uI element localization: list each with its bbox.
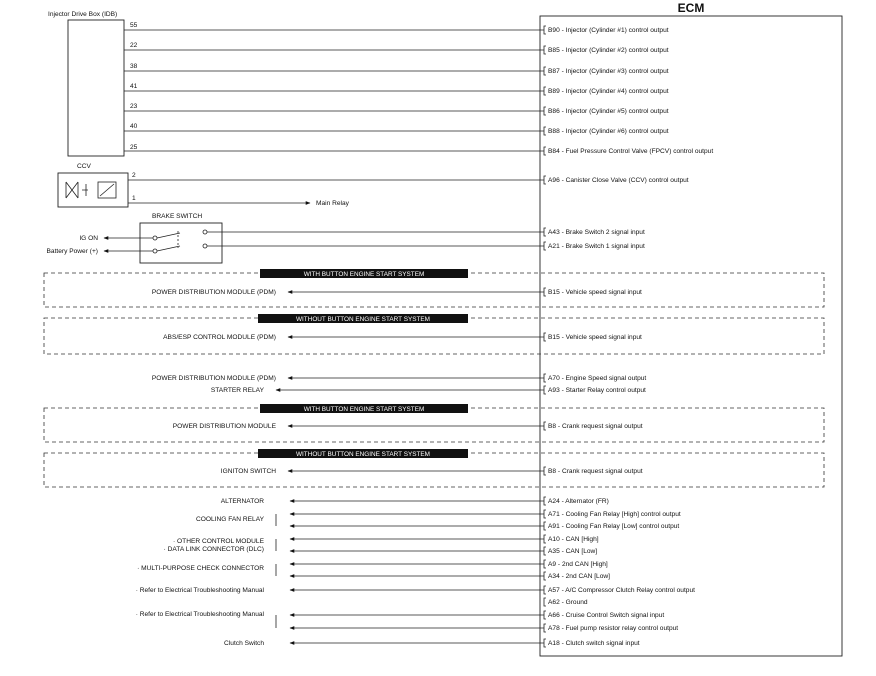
ecm-pin-label: B85 - Injector (Cylinder #2) control output bbox=[548, 47, 669, 54]
ecm-pin-label: A21 - Brake Switch 1 signal input bbox=[548, 243, 645, 250]
module-label: ABS/ESP CONTROL MODULE (PDM) bbox=[163, 334, 276, 341]
ecm-pin-label: B90 - Injector (Cylinder #1) control output bbox=[548, 27, 669, 34]
module-label: Clutch Switch bbox=[224, 640, 264, 647]
ecm-pin-label: B8 - Crank request signal output bbox=[548, 423, 643, 430]
module-label: COOLING FAN RELAY bbox=[195, 516, 264, 523]
module-label: · MULTI-PURPOSE CHECK CONNECTOR bbox=[137, 565, 264, 572]
ecm-pin-label: A9 - 2nd CAN [High] bbox=[548, 561, 608, 568]
ccv-pin1: 1 bbox=[132, 195, 136, 202]
module-label: · Refer to Electrical Troubleshooting Manual bbox=[135, 587, 264, 594]
module-label: · OTHER CONTROL MODULE bbox=[173, 538, 264, 545]
section-banner: WITH BUTTON ENGINE START SYSTEM bbox=[303, 271, 425, 278]
ecm-pin-label: B15 - Vehicle speed signal input bbox=[548, 289, 642, 296]
idb-pin: 41 bbox=[130, 83, 138, 90]
ccv-title: CCV bbox=[77, 163, 91, 170]
ecm-pin-label: A66 - Cruise Control Switch signal input bbox=[548, 612, 665, 619]
ecm-pin-label: A35 - CAN [Low] bbox=[548, 548, 598, 555]
ecm-pin-label: A78 - Fuel pump resistor relay control output bbox=[548, 625, 679, 632]
ecm-pin-label: B89 - Injector (Cylinder #4) control output bbox=[548, 88, 669, 95]
pdm-engine-speed-row bbox=[152, 374, 647, 382]
ecm-title: ECM bbox=[677, 1, 705, 15]
ecm-pin-label: B87 - Injector (Cylinder #3) control output bbox=[548, 68, 669, 75]
clutch-switch-row bbox=[224, 639, 640, 647]
ecm-pin-label: A93 - Starter Relay control output bbox=[548, 387, 646, 394]
ecm-pin-label: A57 - A/C Compressor Clutch Relay control output bbox=[548, 587, 695, 594]
mpc-row bbox=[137, 560, 610, 580]
main-relay-label: Main Relay bbox=[316, 200, 349, 207]
section-banner: WITHOUT BUTTON ENGINE START SYSTEM bbox=[296, 316, 430, 323]
starter-relay-row bbox=[211, 386, 646, 394]
ecm-pin-label: A71 - Cooling Fan Relay [High] control output bbox=[548, 511, 681, 518]
ig-on-label: IG ON bbox=[79, 235, 98, 242]
module-label: · Refer to Electrical Troubleshooting Manual bbox=[135, 611, 264, 618]
ecm-pin-label: A96 - Canister Close Valve (CCV) control output bbox=[548, 177, 689, 184]
module-label: POWER DISTRIBUTION MODULE (PDM) bbox=[151, 289, 276, 296]
ecm-pin-label: A70 - Engine Speed signal output bbox=[548, 375, 647, 382]
section-banner: WITHOUT BUTTON ENGINE START SYSTEM bbox=[296, 451, 430, 458]
ac-compressor-row bbox=[136, 586, 695, 594]
ecm-pin-label: A43 - Brake Switch 2 signal input bbox=[548, 229, 645, 236]
alternator-row bbox=[221, 497, 609, 505]
module-label: POWER DISTRIBUTION MODULE (PDM) bbox=[151, 375, 276, 382]
ecm-pin-label: B15 - Vehicle speed signal input bbox=[548, 334, 642, 341]
ccv-block bbox=[58, 173, 128, 207]
can-row bbox=[164, 535, 599, 555]
idb-pin: 55 bbox=[130, 22, 138, 29]
ecm-pin-label: B8 - Crank request signal output bbox=[548, 468, 643, 475]
idb-block bbox=[68, 20, 124, 156]
ecm-pin-label: B88 - Injector (Cylinder #6) control output bbox=[548, 128, 669, 135]
idb-pin: 23 bbox=[130, 103, 138, 110]
module-label: ALTERNATOR bbox=[220, 498, 264, 505]
ecm-pin-label: A10 - CAN [High] bbox=[548, 536, 599, 543]
battery-power-label: Battery Power (+) bbox=[46, 248, 98, 255]
ecm-pin-label: A34 - 2nd CAN [Low] bbox=[548, 573, 610, 580]
module-label: STARTER RELAY bbox=[210, 387, 264, 394]
module-label: · DATA LINK CONNECTOR (DLC) bbox=[163, 546, 264, 553]
ccv-pin2: 2 bbox=[132, 172, 136, 179]
brake-switch-title: BRAKE SWITCH bbox=[152, 213, 203, 220]
idb-pin: 25 bbox=[130, 144, 138, 151]
ecm-pin-label: A91 - Cooling Fan Relay [Low] control output bbox=[548, 523, 680, 530]
ecm-pin-label: A24 - Alternator (FR) bbox=[548, 498, 609, 505]
ecm-pin-label: A62 - Ground bbox=[548, 599, 588, 606]
module-label: POWER DISTRIBUTION MODULE bbox=[172, 423, 276, 430]
ecm-pin-label: B84 - Fuel Pressure Control Valve (FPCV) control output bbox=[548, 148, 714, 155]
ground-row bbox=[544, 598, 588, 606]
idb-pin: 40 bbox=[130, 123, 138, 130]
module-label: IGNITON SWITCH bbox=[220, 468, 276, 475]
brake-switch-block bbox=[140, 223, 222, 263]
section-banner: WITH BUTTON ENGINE START SYSTEM bbox=[303, 406, 425, 413]
idb-pin: 38 bbox=[130, 63, 138, 70]
idb-pin: 22 bbox=[130, 42, 138, 49]
ecm-pin-label: B86 - Injector (Cylinder #5) control output bbox=[548, 108, 669, 115]
idb-title: Injector Drive Box (IDB) bbox=[48, 11, 118, 18]
ecm-pin-label: A18 - Clutch switch signal input bbox=[548, 640, 640, 647]
